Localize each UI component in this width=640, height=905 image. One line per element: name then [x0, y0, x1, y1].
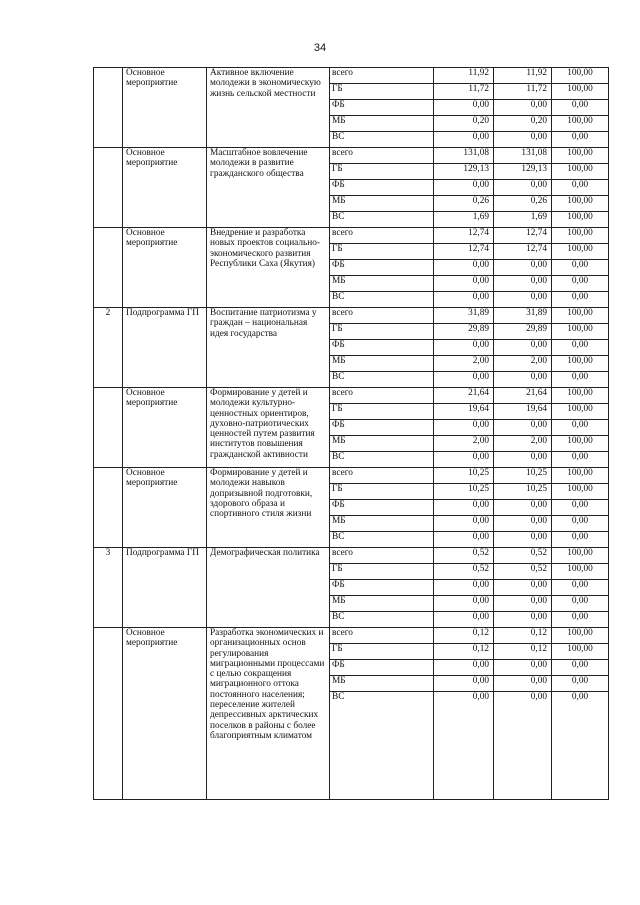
actual-amount-cell: 0,00	[494, 276, 552, 292]
program-name-cell: Внедрение и разработка новых проектов социально-экономического развития Республики Саха (Якутия)	[207, 228, 330, 308]
funding-source-cell: ГБ	[330, 164, 434, 180]
funding-source-cell: ВС	[330, 132, 434, 148]
planned-amount-cell: 10,25	[434, 468, 494, 484]
program-number-cell	[94, 468, 123, 548]
program-type-cell: Основное мероприятие	[123, 148, 207, 228]
table-body	[94, 68, 609, 800]
percent-cell: 100,00	[552, 436, 609, 452]
funding-source-cell: всего	[330, 388, 434, 404]
funding-source-cell: ВС	[330, 692, 434, 800]
percent-cell: 100,00	[552, 388, 609, 404]
percent-cell: 0,00	[552, 276, 609, 292]
funding-source-cell: МБ	[330, 436, 434, 452]
percent-cell: 0,00	[552, 260, 609, 276]
actual-amount-cell: 12,74	[494, 244, 552, 260]
program-type-cell: Основное мероприятие	[123, 388, 207, 468]
funding-source-cell: МБ	[330, 676, 434, 692]
program-number-cell	[94, 148, 123, 228]
planned-amount-cell: 0,52	[434, 564, 494, 580]
percent-cell: 0,00	[552, 692, 609, 800]
program-type-cell: Основное мероприятие	[123, 228, 207, 308]
percent-cell: 0,00	[552, 516, 609, 532]
actual-amount-cell: 0,00	[494, 100, 552, 116]
table-row	[94, 468, 609, 484]
program-name-cell: Разработка экономических и организационных основ регулирования миграционными процессами с целью сокращения миграционного оттока постоянного населения; переселение жителей депрессивных арктических поселков в районы с более благоприятным климатом	[207, 628, 330, 800]
table-row	[94, 308, 609, 324]
percent-cell: 100,00	[552, 484, 609, 500]
planned-amount-cell: 0,12	[434, 628, 494, 644]
planned-amount-cell: 0,00	[434, 100, 494, 116]
actual-amount-cell: 0,20	[494, 116, 552, 132]
planned-amount-cell: 0,00	[434, 596, 494, 612]
percent-cell: 0,00	[552, 452, 609, 468]
percent-cell: 0,00	[552, 532, 609, 548]
program-name-cell: Масштабное вовлечение молодежи в развитие гражданского общества	[207, 148, 330, 228]
planned-amount-cell: 0,00	[434, 516, 494, 532]
percent-cell: 100,00	[552, 564, 609, 580]
percent-cell: 100,00	[552, 244, 609, 260]
planned-amount-cell: 0,00	[434, 580, 494, 596]
percent-cell: 100,00	[552, 164, 609, 180]
percent-cell: 100,00	[552, 324, 609, 340]
funding-source-cell: МБ	[330, 516, 434, 532]
planned-amount-cell: 10,25	[434, 484, 494, 500]
program-number-cell	[94, 228, 123, 308]
actual-amount-cell: 0,00	[494, 596, 552, 612]
planned-amount-cell: 0,00	[434, 692, 494, 800]
program-name-cell: Активное включение молодежи в экономическую жизнь сельской местности	[207, 68, 330, 148]
percent-cell: 0,00	[552, 100, 609, 116]
percent-cell: 0,00	[552, 372, 609, 388]
funding-source-cell: ВС	[330, 532, 434, 548]
funding-source-cell: ФБ	[330, 660, 434, 676]
percent-cell: 0,00	[552, 596, 609, 612]
planned-amount-cell: 0,00	[434, 452, 494, 468]
funding-source-cell: ГБ	[330, 404, 434, 420]
funding-source-cell: ВС	[330, 452, 434, 468]
funding-source-cell: ГБ	[330, 644, 434, 660]
funding-source-cell: ВС	[330, 612, 434, 628]
percent-cell: 100,00	[552, 548, 609, 564]
actual-amount-cell: 0,12	[494, 628, 552, 644]
planned-amount-cell: 12,74	[434, 244, 494, 260]
planned-amount-cell: 11,92	[434, 68, 494, 84]
actual-amount-cell: 31,89	[494, 308, 552, 324]
planned-amount-cell: 0,00	[434, 500, 494, 516]
program-name-cell: Воспитание патриотизма у граждан – национальная идея государства	[207, 308, 330, 388]
actual-amount-cell: 0,00	[494, 692, 552, 800]
actual-amount-cell: 0,00	[494, 676, 552, 692]
funding-source-cell: всего	[330, 228, 434, 244]
funding-source-cell: всего	[330, 68, 434, 84]
funding-source-cell: ФБ	[330, 340, 434, 356]
funding-source-cell: ВС	[330, 292, 434, 308]
planned-amount-cell: 0,00	[434, 660, 494, 676]
planned-amount-cell: 11,72	[434, 84, 494, 100]
actual-amount-cell: 0,00	[494, 292, 552, 308]
percent-cell: 100,00	[552, 68, 609, 84]
program-type-cell: Основное мероприятие	[123, 68, 207, 148]
percent-cell: 100,00	[552, 356, 609, 372]
table-row	[94, 388, 609, 404]
actual-amount-cell: 10,25	[494, 484, 552, 500]
actual-amount-cell: 0,12	[494, 644, 552, 660]
planned-amount-cell: 0,00	[434, 340, 494, 356]
funding-source-cell: ГБ	[330, 324, 434, 340]
planned-amount-cell: 0,20	[434, 116, 494, 132]
planned-amount-cell: 2,00	[434, 436, 494, 452]
planned-amount-cell: 0,00	[434, 260, 494, 276]
actual-amount-cell: 10,25	[494, 468, 552, 484]
funding-source-cell: всего	[330, 628, 434, 644]
percent-cell: 0,00	[552, 180, 609, 196]
planned-amount-cell: 131,08	[434, 148, 494, 164]
actual-amount-cell: 0,00	[494, 340, 552, 356]
program-number-cell: 3	[94, 548, 123, 628]
funding-source-cell: МБ	[330, 356, 434, 372]
program-number-cell	[94, 68, 123, 148]
funding-source-cell: МБ	[330, 196, 434, 212]
funding-source-cell: ВС	[330, 212, 434, 228]
funding-source-cell: ГБ	[330, 484, 434, 500]
table-row	[94, 548, 609, 564]
actual-amount-cell: 0,00	[494, 516, 552, 532]
actual-amount-cell: 0,00	[494, 580, 552, 596]
funding-source-cell: всего	[330, 468, 434, 484]
percent-cell: 0,00	[552, 660, 609, 676]
actual-amount-cell: 0,52	[494, 564, 552, 580]
actual-amount-cell: 0,00	[494, 132, 552, 148]
planned-amount-cell: 0,52	[434, 548, 494, 564]
funding-source-cell: МБ	[330, 596, 434, 612]
actual-amount-cell: 129,13	[494, 164, 552, 180]
funding-source-cell: ФБ	[330, 500, 434, 516]
actual-amount-cell: 0,00	[494, 420, 552, 436]
actual-amount-cell: 0,00	[494, 372, 552, 388]
table-row	[94, 68, 609, 84]
planned-amount-cell: 0,00	[434, 420, 494, 436]
actual-amount-cell: 11,72	[494, 84, 552, 100]
percent-cell: 0,00	[552, 340, 609, 356]
percent-cell: 100,00	[552, 212, 609, 228]
funding-source-cell: ФБ	[330, 100, 434, 116]
funding-source-cell: ГБ	[330, 84, 434, 100]
program-name-cell: Демографическая политика	[207, 548, 330, 628]
percent-cell: 100,00	[552, 228, 609, 244]
budget-table	[93, 67, 609, 800]
planned-amount-cell: 0,26	[434, 196, 494, 212]
page-number: 34	[313, 42, 327, 54]
planned-amount-cell: 0,00	[434, 180, 494, 196]
program-name-cell: Формирование у детей и молодежи навыков допризывной подготовки, здорового образа и спортивного стиля жизни	[207, 468, 330, 548]
actual-amount-cell: 2,00	[494, 356, 552, 372]
program-number-cell	[94, 388, 123, 468]
actual-amount-cell: 0,00	[494, 612, 552, 628]
funding-source-cell: МБ	[330, 276, 434, 292]
actual-amount-cell: 131,08	[494, 148, 552, 164]
table-row	[94, 148, 609, 164]
funding-source-cell: МБ	[330, 116, 434, 132]
funding-source-cell: ГБ	[330, 564, 434, 580]
planned-amount-cell: 0,00	[434, 132, 494, 148]
planned-amount-cell: 31,89	[434, 308, 494, 324]
actual-amount-cell: 19,64	[494, 404, 552, 420]
planned-amount-cell: 0,00	[434, 676, 494, 692]
actual-amount-cell: 0,00	[494, 452, 552, 468]
planned-amount-cell: 2,00	[434, 356, 494, 372]
planned-amount-cell: 0,00	[434, 532, 494, 548]
actual-amount-cell: 0,00	[494, 260, 552, 276]
percent-cell: 100,00	[552, 84, 609, 100]
table-row	[94, 228, 609, 244]
funding-source-cell: ГБ	[330, 244, 434, 260]
planned-amount-cell: 0,00	[434, 292, 494, 308]
planned-amount-cell: 0,00	[434, 276, 494, 292]
percent-cell: 100,00	[552, 644, 609, 660]
funding-source-cell: ФБ	[330, 420, 434, 436]
actual-amount-cell: 0,00	[494, 180, 552, 196]
actual-amount-cell: 11,92	[494, 68, 552, 84]
program-number-cell	[94, 628, 123, 800]
percent-cell: 100,00	[552, 148, 609, 164]
actual-amount-cell: 12,74	[494, 228, 552, 244]
program-type-cell: Основное мероприятие	[123, 628, 207, 800]
percent-cell: 0,00	[552, 676, 609, 692]
program-type-cell: Подпрограмма ГП	[123, 548, 207, 628]
actual-amount-cell: 1,69	[494, 212, 552, 228]
percent-cell: 100,00	[552, 196, 609, 212]
percent-cell: 0,00	[552, 580, 609, 596]
planned-amount-cell: 1,69	[434, 212, 494, 228]
percent-cell: 0,00	[552, 420, 609, 436]
program-name-cell: Формирование у детей и молодежи культурно-ценностных ориентиров, духовно-патриотических ценностей путем развития институтов повышения гражданской активности	[207, 388, 330, 468]
planned-amount-cell: 21,64	[434, 388, 494, 404]
percent-cell: 0,00	[552, 132, 609, 148]
percent-cell: 100,00	[552, 404, 609, 420]
planned-amount-cell: 12,74	[434, 228, 494, 244]
funding-source-cell: ФБ	[330, 260, 434, 276]
planned-amount-cell: 19,64	[434, 404, 494, 420]
percent-cell: 100,00	[552, 628, 609, 644]
actual-amount-cell: 29,89	[494, 324, 552, 340]
planned-amount-cell: 29,89	[434, 324, 494, 340]
percent-cell: 100,00	[552, 468, 609, 484]
funding-source-cell: всего	[330, 148, 434, 164]
actual-amount-cell: 2,00	[494, 436, 552, 452]
percent-cell: 0,00	[552, 500, 609, 516]
planned-amount-cell: 129,13	[434, 164, 494, 180]
program-number-cell: 2	[94, 308, 123, 388]
table-row	[94, 628, 609, 644]
funding-source-cell: всего	[330, 308, 434, 324]
actual-amount-cell: 0,52	[494, 548, 552, 564]
actual-amount-cell: 21,64	[494, 388, 552, 404]
planned-amount-cell: 0,00	[434, 612, 494, 628]
actual-amount-cell: 0,00	[494, 500, 552, 516]
actual-amount-cell: 0,00	[494, 532, 552, 548]
percent-cell: 0,00	[552, 612, 609, 628]
percent-cell: 100,00	[552, 116, 609, 132]
actual-amount-cell: 0,26	[494, 196, 552, 212]
funding-source-cell: ФБ	[330, 580, 434, 596]
funding-source-cell: ФБ	[330, 180, 434, 196]
percent-cell: 100,00	[552, 308, 609, 324]
program-type-cell: Подпрограмма ГП	[123, 308, 207, 388]
program-type-cell: Основное мероприятие	[123, 468, 207, 548]
funding-source-cell: ВС	[330, 372, 434, 388]
funding-source-cell: всего	[330, 548, 434, 564]
planned-amount-cell: 0,12	[434, 644, 494, 660]
actual-amount-cell: 0,00	[494, 660, 552, 676]
planned-amount-cell: 0,00	[434, 372, 494, 388]
percent-cell: 0,00	[552, 292, 609, 308]
